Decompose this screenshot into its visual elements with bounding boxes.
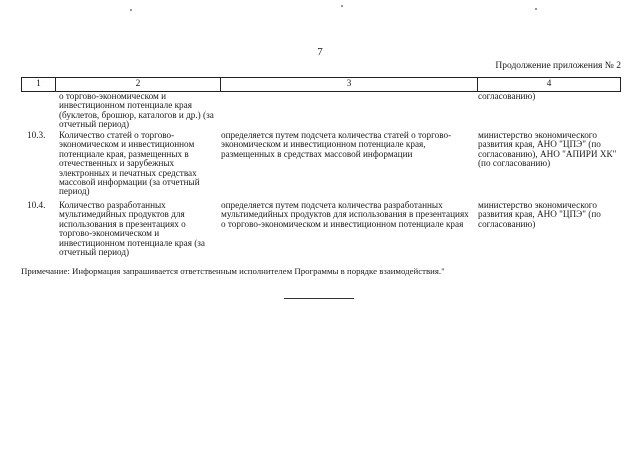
footnote: Примечание: Информация запрашивается ответственным исполнителем Программы в порядке взаимодействия." bbox=[21, 266, 445, 276]
calculation-method: определяется путем подсчета количества статей о торгово-экономическом и инвестиционном потенциале края, размещенных в средствах массовой информации bbox=[221, 130, 452, 159]
scan-speck bbox=[535, 8, 537, 10]
scan-speck bbox=[130, 9, 132, 11]
header-col-3: 3 bbox=[346, 79, 352, 89]
indicator-name: Количество разработанных мультимедийных продуктов для использования в презентациях о торгово-экономическом и инвестиционном потенциале края (за отчетный период) bbox=[59, 200, 205, 258]
appendix-table bbox=[21, 77, 621, 258]
row-number: 10.3. bbox=[27, 130, 46, 140]
carry-col2: о торгово-экономическом и инвестиционном потенциале края (буклетов, брошюр, каталогов и др.) (за отчетный период) bbox=[59, 91, 214, 130]
carry-col4: согласованию) bbox=[478, 91, 536, 101]
scan-speck bbox=[341, 5, 343, 7]
responsible-party: министерство экономического развития края, АНО "ЦПЭ" (по согласованию), АНО "АПИРИ ХК" (по согласованию) bbox=[478, 130, 617, 169]
responsible-party: министерство экономического развития края, АНО "ЦПЭ" (по согласованию) bbox=[478, 200, 601, 229]
row-number: 10.4. bbox=[27, 200, 46, 210]
closing-rule bbox=[284, 298, 354, 299]
indicator-name: Количество статей о торгово-экономическом и инвестиционном потенциале края, размещенных в отечественных и зарубежных электронных и печатных средствах массовой информации (за отчетный период) bbox=[59, 130, 200, 197]
table-header-row bbox=[21, 77, 621, 92]
continuation-label: Продолжение приложения № 2 bbox=[495, 61, 621, 71]
page-number: 7 bbox=[317, 46, 323, 58]
header-col-4: 4 bbox=[546, 79, 552, 89]
header-col-1: 1 bbox=[36, 79, 41, 89]
calculation-method: определяется путем подсчета количества разработанных мультимедийных продуктов для использования в презентациях о торгово-экономическом и инвестиционном потенциале края bbox=[221, 200, 469, 229]
header-col-2: 2 bbox=[135, 79, 141, 89]
